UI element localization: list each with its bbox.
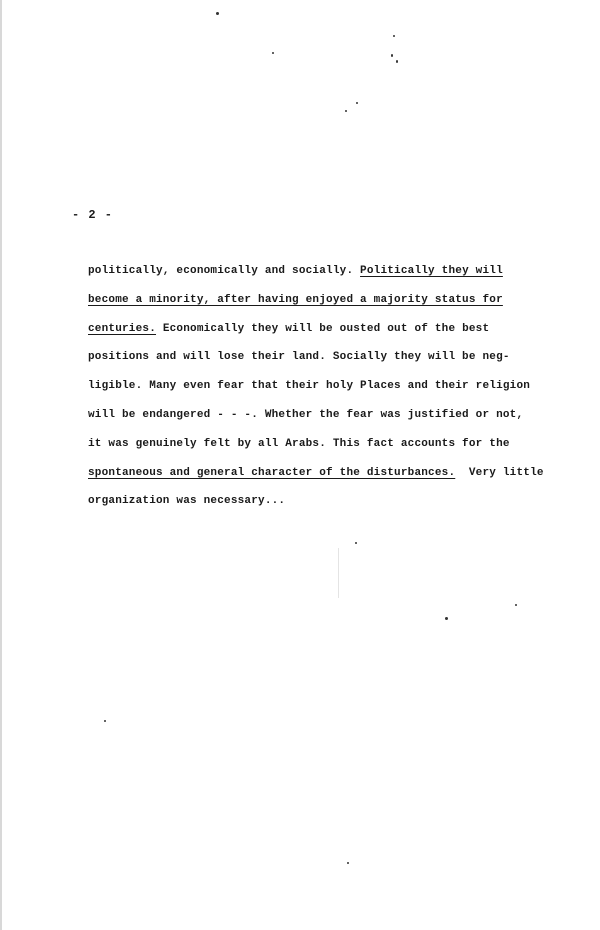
scan-speck	[216, 12, 219, 15]
scan-speck	[347, 862, 349, 864]
underlined-text: Politically they will	[360, 265, 503, 277]
scan-artifact	[338, 548, 339, 598]
page-edge	[0, 0, 2, 930]
underlined-text: become a minority, after having enjoyed a majority status for	[88, 293, 503, 306]
underlined-text: centuries.	[88, 322, 157, 335]
scan-speck	[355, 542, 357, 544]
text-segment: will be endangered - - -. Whether the fear was justified or not,	[88, 409, 524, 421]
scan-speck	[272, 52, 274, 54]
text-segment: positions and will lose their land. Socially they will be neg-	[88, 351, 510, 364]
text-line	[88, 408, 523, 422]
text-segment: Very little	[455, 466, 544, 479]
scan-speck	[356, 102, 358, 104]
text-segment: it was genuinely felt by all Arabs. This fact accounts for the	[88, 437, 510, 450]
text-line	[88, 437, 510, 451]
text-line	[88, 350, 510, 364]
scan-speck	[391, 54, 393, 57]
scan-speck	[345, 110, 347, 112]
text-segment: ligible. Many even fear that their holy Places and their religion	[88, 380, 531, 393]
text-line	[88, 494, 285, 508]
text-line	[88, 466, 544, 480]
scan-speck	[515, 604, 517, 606]
scan-speck	[393, 35, 395, 37]
scan-speck	[445, 617, 448, 620]
scan-speck	[396, 60, 398, 63]
text-segment: Economically they will be ousted out of the best	[156, 322, 490, 335]
text-line	[88, 322, 489, 336]
scan-speck	[104, 720, 106, 722]
text-segment: politically, economically and socially.	[88, 265, 361, 277]
text-line	[88, 264, 503, 278]
underlined-text: spontaneous and general character of the disturbances.	[88, 466, 456, 479]
text-line	[88, 293, 503, 307]
text-segment: organization was necessary...	[88, 495, 286, 508]
text-line	[88, 379, 530, 393]
page-number: - 2 -	[72, 208, 114, 222]
